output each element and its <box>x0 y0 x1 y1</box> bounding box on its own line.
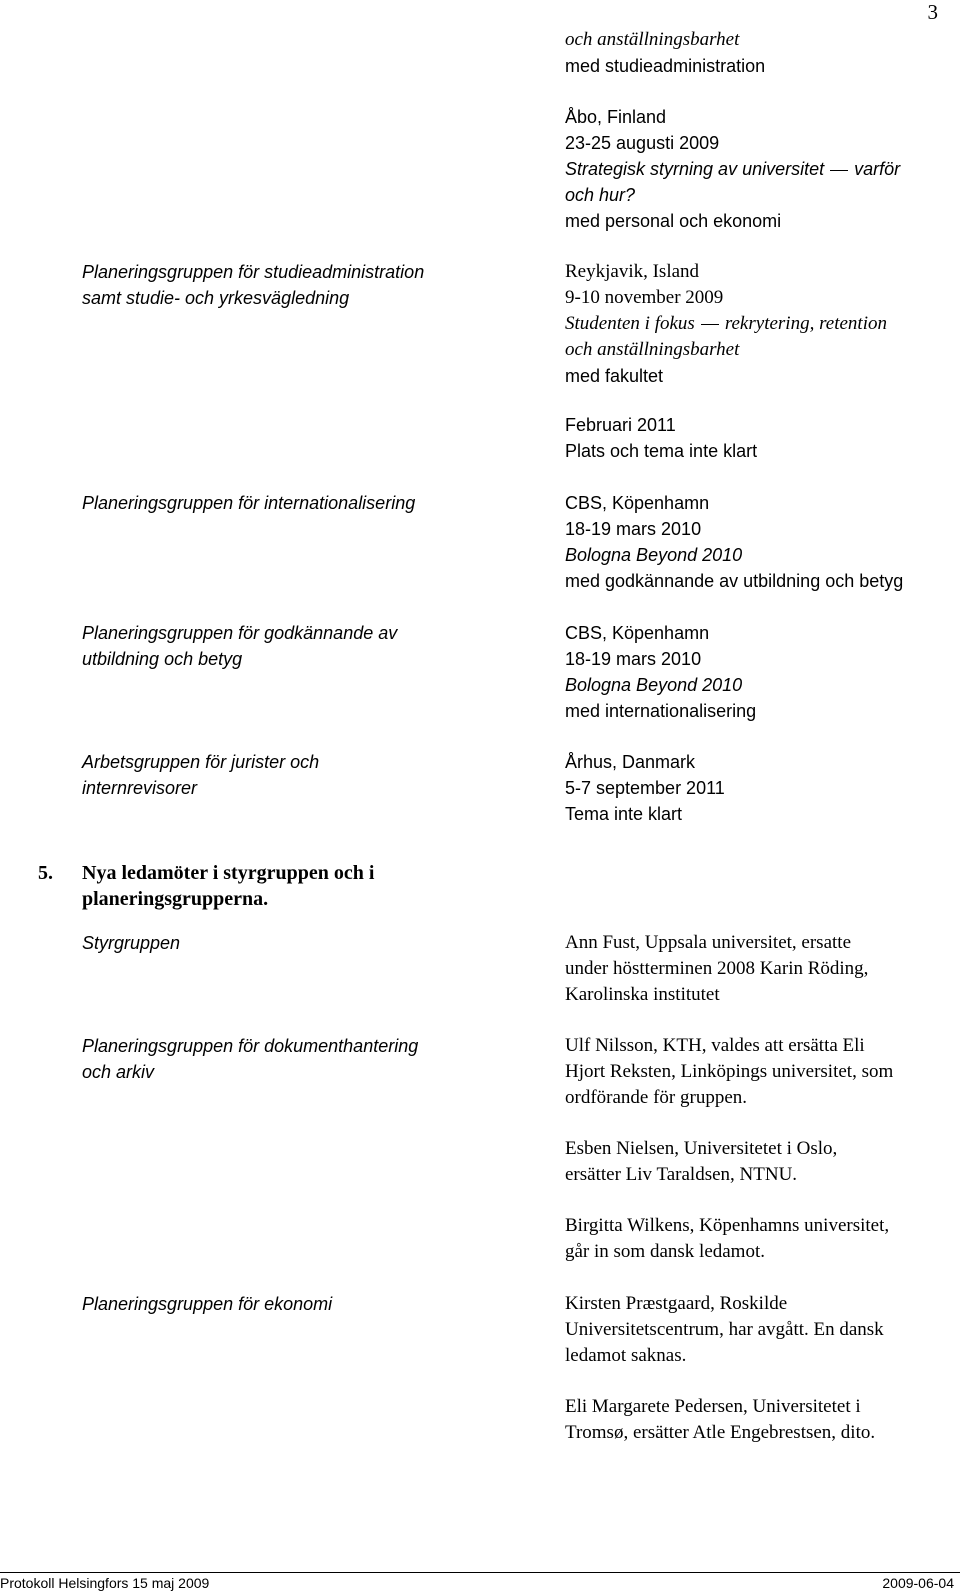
studieadmin-next-date: Februari 2011 <box>565 415 676 435</box>
dokument-para2-line1: Esben Nielsen, Universitetet i Oslo, <box>565 1138 838 1159</box>
studieadmin-theme-part2: rekrytering, retention <box>724 313 887 334</box>
studieadmin-theme-part1: Studenten i fokus <box>565 313 695 334</box>
godkannande-group-line2: utbildning och betyg <box>82 649 243 669</box>
abo-date: 23-25 augusti 2009 <box>565 133 720 153</box>
internationalisering-group: Planeringsgruppen för internationalisering <box>82 493 416 513</box>
jurister-note: Tema inte klart <box>565 804 683 824</box>
dokument-para3-line1: Birgitta Wilkens, Köpenhamns universitet, <box>565 1215 890 1236</box>
section-5-title-line1: Nya ledamöter i styrgruppen och i <box>82 862 375 884</box>
dash <box>830 170 848 171</box>
section-5-title-line2: planeringsgrupperna. <box>82 888 269 910</box>
footer-left: Protokoll Helsingfors 15 maj 2009 <box>0 1575 210 1591</box>
dokument-para3-line2: går in som dansk ledamot. <box>565 1241 765 1262</box>
styrgruppen-group: Styrgruppen <box>82 933 181 953</box>
internationalisering-date: 18-19 mars 2010 <box>565 519 702 539</box>
godkannande-place: CBS, Köpenhamn <box>565 623 710 643</box>
dokument-para1-line1: Ulf Nilsson, KTH, valdes att ersätta Eli <box>565 1035 865 1056</box>
abo-theme <box>565 156 900 182</box>
studieadmin-date: 9-10 november 2009 <box>565 287 724 308</box>
styrgruppen-text-1: Ann Fust, Uppsala universitet, ersatte <box>565 932 852 953</box>
ekonomi-para2-line1: Eli Margarete Pedersen, Universitetet i <box>565 1396 861 1417</box>
studieadmin-group-line2: samt studie- och yrkesvägledning <box>82 288 350 308</box>
ekonomi-para1-line2: Universitetscentrum, har avgått. En dansk <box>565 1319 884 1340</box>
footer-right: 2009-06-04 <box>882 1575 954 1591</box>
internationalisering-with: med godkännande av utbildning och betyg <box>565 571 904 591</box>
dokument-group-line1: Planeringsgruppen för dokumenthantering <box>82 1036 419 1056</box>
section-5-number: 5. <box>38 862 53 884</box>
abo-place: Åbo, Finland <box>565 107 667 127</box>
studieadmin-theme <box>565 311 887 337</box>
section-5-heading <box>38 860 375 910</box>
studieadmin-theme-line2: och anställningsbarhet <box>565 339 740 360</box>
jurister-place: Århus, Danmark <box>565 752 696 772</box>
studieadmin-next-note: Plats och tema inte klart <box>565 441 758 461</box>
top-line-2: med studieadministration <box>565 56 766 76</box>
dokument-para2-line2: ersätter Liv Taraldsen, NTNU. <box>565 1164 798 1185</box>
page-footer <box>0 1572 960 1592</box>
styrgruppen-text-2: under höstterminen 2008 Karin Röding, <box>565 958 869 979</box>
godkannande-with: med internationalisering <box>565 701 757 721</box>
ekonomi-para1-line3: ledamot saknas. <box>565 1345 687 1366</box>
dokument-group-line2: och arkiv <box>82 1062 155 1082</box>
dokument-para1-line3: ordförande för gruppen. <box>565 1087 748 1108</box>
studieadmin-with: med fakultet <box>565 366 664 386</box>
top-line-1: och anställningsbarhet <box>565 29 740 50</box>
jurister-date: 5-7 september 2011 <box>565 778 725 798</box>
ekonomi-para2-line2: Tromsø, ersätter Atle Engebrestsen, dito. <box>565 1422 876 1443</box>
abo-theme-line2: och hur? <box>565 185 636 205</box>
styrgruppen-text-3: Karolinska institutet <box>565 984 720 1005</box>
studieadmin-place: Reykjavik, Island <box>565 261 700 282</box>
abo-theme-part2: varför <box>854 159 901 179</box>
dash <box>701 324 719 325</box>
godkannande-theme: Bologna Beyond 2010 <box>565 675 743 695</box>
page-number: 3 <box>927 0 938 24</box>
jurister-group-line1: Arbetsgruppen för jurister och <box>82 752 320 772</box>
jurister-group-line2: internrevisorer <box>82 778 198 798</box>
godkannande-group-line1: Planeringsgruppen för godkännande av <box>82 623 398 643</box>
godkannande-date: 18-19 mars 2010 <box>565 649 702 669</box>
ekonomi-para1-line1: Kirsten Præstgaard, Roskilde <box>565 1293 788 1314</box>
abo-theme-part1: Strategisk styrning av universitet <box>565 159 825 179</box>
internationalisering-place: CBS, Köpenhamn <box>565 493 710 513</box>
ekonomi-group: Planeringsgruppen för ekonomi <box>82 1294 333 1314</box>
dokument-para1-line2: Hjort Reksten, Linköpings universitet, som <box>565 1061 894 1082</box>
internationalisering-theme: Bologna Beyond 2010 <box>565 545 743 565</box>
studieadmin-group-line1: Planeringsgruppen för studieadministration <box>82 262 425 282</box>
abo-with: med personal och ekonomi <box>565 211 782 231</box>
